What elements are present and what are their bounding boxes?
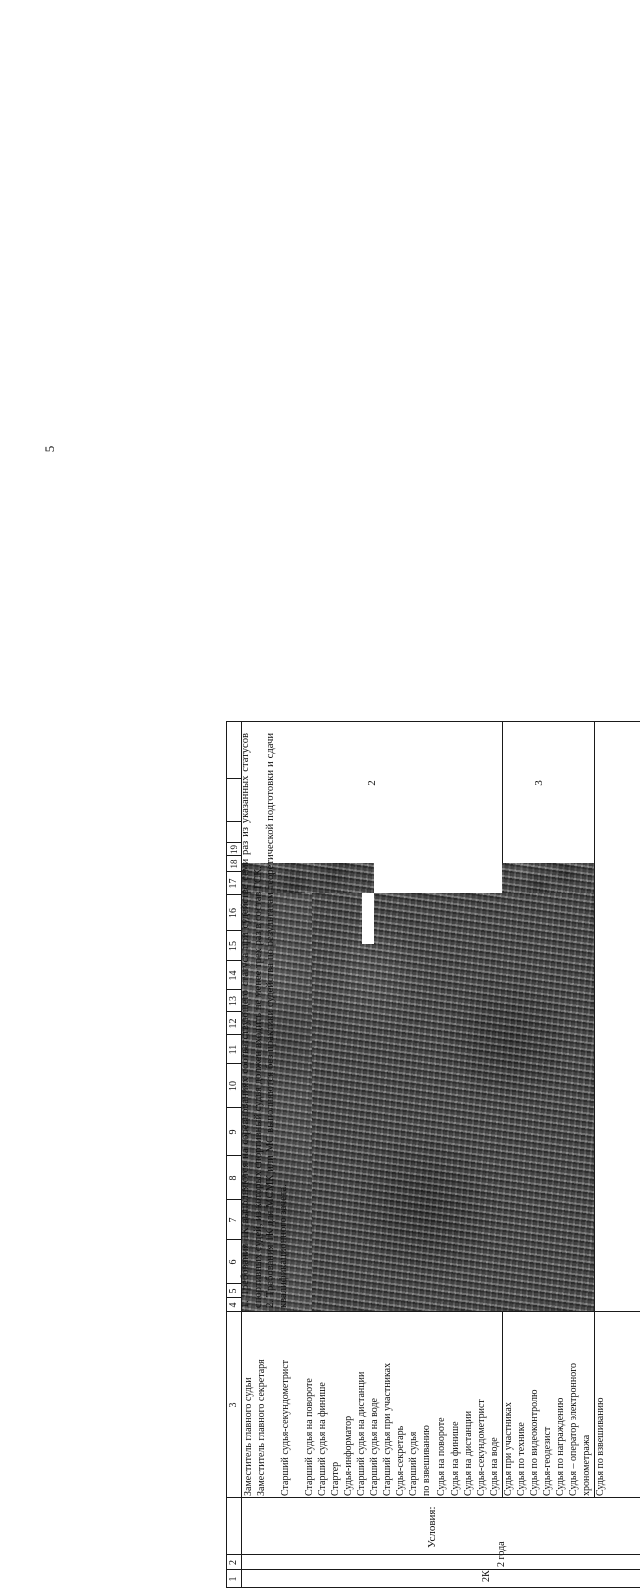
col-num-18: 18 — [229, 859, 239, 869]
role-item: хронометража — [581, 1434, 592, 1496]
count-mark-upper: 2 — [366, 780, 378, 786]
col-num-14: 14 — [228, 970, 239, 981]
col-num-15: 15 — [228, 941, 239, 951]
shaded-area — [312, 893, 594, 1311]
col-num-4: 4 — [228, 1302, 239, 1308]
role-item: Судья на повороте — [436, 1417, 447, 1496]
col-num-6: 6 — [228, 1259, 239, 1265]
col-num-12: 12 — [228, 1018, 239, 1029]
role-item: Судья по технике — [516, 1422, 527, 1496]
role-item: Заместитель главного судьи — [243, 1377, 254, 1496]
col-num-2: 2 — [228, 1560, 239, 1565]
judging-requirements-table — [226, 721, 640, 1588]
col-num-19: 19 — [229, 845, 239, 854]
role-item: Судья по видеоконтролю — [529, 1389, 540, 1496]
role-item: Заместитель главного секретаря — [256, 1359, 267, 1496]
role-item: Старший судья — [408, 1431, 419, 1496]
role-item: Судья по взвешиванию — [595, 1397, 606, 1496]
page-number: 5 — [42, 445, 57, 453]
role-item: Судья-информатор — [343, 1415, 354, 1496]
col-num-16: 16 — [228, 908, 239, 918]
condition-1: 1. Требования 1К выполняются на соревнованиях соответствующего статуса при судействе семи раз из указанных статусов спортивных судей, из которых спортивный судья должен входить не менее трех раз в состав ГСК. — [240, 733, 264, 1308]
role-item: Судья-секундометрист — [476, 1399, 487, 1496]
role-item: Судья-секретарь — [395, 1425, 406, 1496]
gap-area — [362, 893, 374, 944]
condition-2: 2. Требования 1К для МСМК или МС выполняются без практики судейства по результатам теоретической подготовки и сдачи квалификационного зачета. — [265, 733, 289, 1308]
role-item: Старший судья на финише — [317, 1382, 328, 1496]
role-item: Судья – оператор электронного — [568, 1362, 579, 1496]
col-num-10: 10 — [228, 1081, 239, 1091]
conditions-text — [240, 733, 290, 1308]
col-num-8: 8 — [228, 1175, 239, 1181]
role-item: Судья при участниках — [503, 1402, 514, 1496]
col-num-3: 3 — [228, 1402, 239, 1408]
role-item: по взвешиванию — [421, 1425, 432, 1496]
duration-label: 2 года — [496, 1541, 507, 1567]
role-item: Судья на воде — [489, 1437, 500, 1496]
col-num-9: 9 — [228, 1129, 239, 1135]
role-item: Старший судья на воде — [369, 1398, 380, 1496]
col-num-17: 17 — [228, 878, 239, 889]
col-num-13: 13 — [228, 996, 239, 1006]
count-mark-lower: 3 — [533, 780, 545, 786]
col-num-1: 1 — [228, 1576, 239, 1582]
col-num-21 — [228, 779, 240, 822]
col-num-5: 5 — [228, 1288, 239, 1294]
role-item: Судья на финише — [450, 1421, 461, 1496]
col-num-7: 7 — [228, 1217, 239, 1223]
conditions-label: Условия: — [426, 1506, 438, 1548]
col-num-20 — [228, 822, 240, 843]
col-num-11: 11 — [228, 1044, 239, 1055]
shaded-area — [502, 863, 594, 893]
col-num-22 — [228, 722, 240, 779]
role-item: Судья на дистанции — [463, 1410, 474, 1496]
role-item: Судья-геодезист — [542, 1426, 553, 1496]
role-item: Старший судья при участниках — [382, 1362, 393, 1496]
category-label: 2К — [481, 1570, 492, 1582]
role-item: Судья по награждению — [555, 1397, 566, 1496]
role-item: Старший судья на повороте — [304, 1378, 315, 1496]
role-item: Старший судья-секундометрист — [280, 1359, 291, 1496]
role-item: Стартер — [330, 1461, 341, 1496]
role-item: Старший судья на дистанции — [356, 1371, 367, 1496]
